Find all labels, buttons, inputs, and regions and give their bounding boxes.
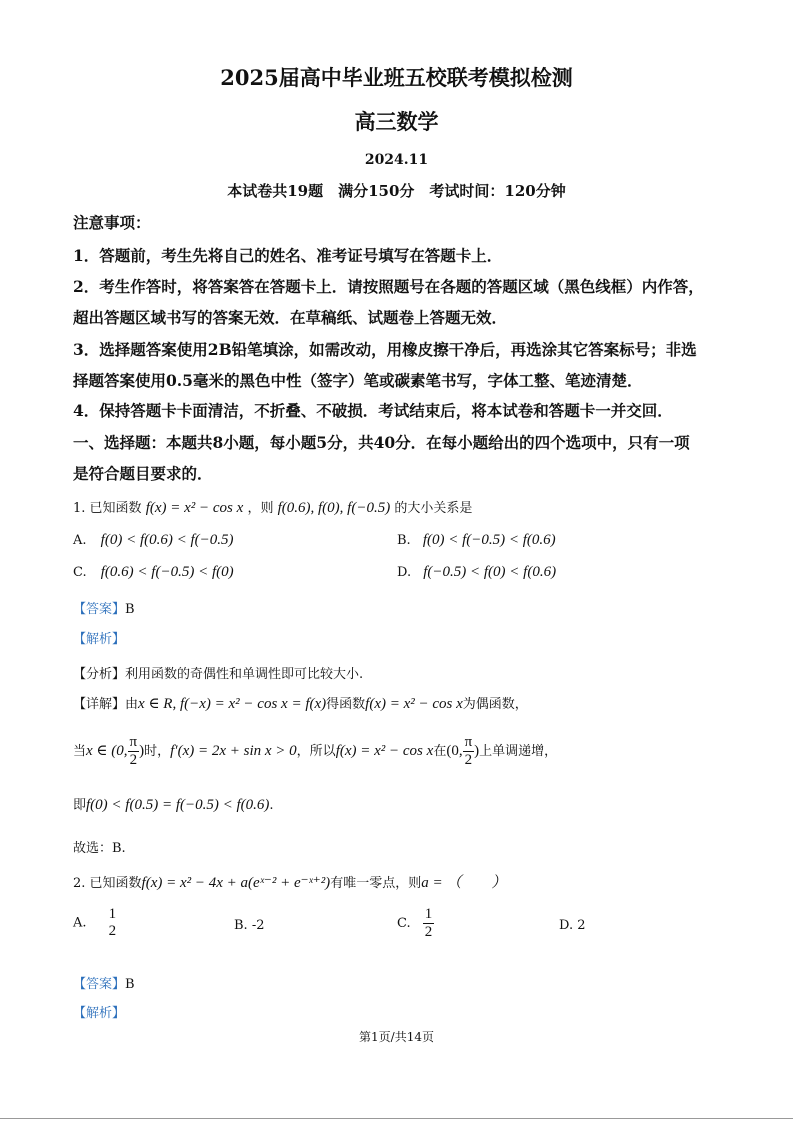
q1-suffix: 的大小关系是 — [394, 501, 473, 516]
subject-title: 高三数学 — [354, 109, 439, 134]
denominator: 2 — [424, 924, 433, 940]
denominator: 2 — [108, 923, 117, 939]
q1-conclusion: 故选：B. — [73, 841, 126, 856]
option-text: f(0.6) < f(−0.5) < f(0) — [100, 564, 234, 580]
q1-mid: ，则 — [247, 501, 274, 516]
q1-answer — [73, 598, 135, 617]
q1-detail-line-1 — [73, 693, 528, 713]
option-label: A. — [73, 533, 87, 548]
q2-suffix: 有唯一零点，则 — [330, 876, 422, 891]
option-label: D. — [397, 565, 412, 580]
q1-option-d — [397, 564, 556, 581]
text: 为偶函数， — [462, 697, 528, 712]
text: 上单调递增， — [479, 744, 558, 759]
denominator: 2 — [129, 752, 138, 768]
paren: ) — [139, 743, 145, 759]
text: 当 — [73, 744, 87, 759]
option-text: f(−0.5) < f(0) < f(0.6) — [423, 564, 557, 580]
answer-value: B — [125, 977, 135, 992]
q2-option-d: D. 2 — [559, 918, 586, 933]
exam-title: 2025届高中毕业班五校联考模拟检测 — [220, 65, 573, 90]
numerator: 1 — [424, 906, 433, 922]
fenxi-text: 利用函数的奇偶性和单调性即可比较大小. — [125, 667, 364, 682]
notice-item-4: 4．保持答题卡卡面清洁，不折叠、不破损．考试结束后，将本试卷和答题卡一并交回． — [73, 401, 673, 420]
page-footer: 第1页/共14页 — [359, 1030, 434, 1044]
answer-tag: 【答案】 — [73, 977, 126, 992]
option-fraction — [107, 906, 119, 940]
exam-info: 本试卷共19题 满分150分 考试时间：120分钟 — [227, 182, 566, 200]
math-expression: x ∈ R, f(−x) = x² − cos x = f(x) — [138, 696, 327, 712]
q2-variable: a = （ ） — [421, 875, 507, 891]
q2-analysis-tag: 【解析】 — [73, 1006, 126, 1021]
math-expression: f(0) < f(0.5) = f(−0.5) < f(0.6) — [86, 797, 270, 813]
option-fraction — [423, 906, 435, 941]
question-1-stem — [73, 497, 472, 517]
answer-tag: 【答案】 — [73, 602, 126, 617]
notice-heading: 注意事项： — [73, 213, 151, 232]
q1-option-c — [73, 564, 234, 581]
text: 得函数 — [326, 697, 366, 712]
q1-detail-line-2 — [73, 734, 557, 769]
page-bottom-rule — [0, 1118, 793, 1119]
q1-detail-line-3 — [73, 794, 274, 814]
q1-option-b — [397, 532, 556, 549]
q1-function: f(x) = x² − cos x — [145, 500, 244, 516]
numerator: 1 — [108, 906, 117, 922]
q1-values: f(0.6), f(0), f(−0.5) — [277, 500, 391, 516]
section-heading: 一、选择题：本题共8小题，每小题5分，共40分．在每小题给出的四个选项中，只有一项 — [73, 433, 690, 452]
notice-item-2: 2．考生作答时，将答案答在答题卡上．请按照题号在各题的答题区域（黑色线框）内作答， — [73, 277, 704, 296]
text: 即 — [73, 798, 87, 813]
q2-option-b: B. -2 — [234, 918, 265, 933]
text: . — [269, 798, 274, 813]
q2-function: f(x) = x² − 4x + a(eˣ⁻² + e⁻ˣ⁺²) — [141, 875, 331, 891]
notice-item-1: 1．答题前，考生先将自己的姓名、准考证号填写在答题卡上． — [73, 246, 503, 265]
math-expression: x ∈ (0, — [86, 743, 128, 759]
q2-answer — [73, 973, 135, 992]
notice-item-2-cont: 超出答题区域书写的答案无效．在草稿纸、试题卷上答题无效． — [73, 308, 508, 327]
q2-option-a — [73, 906, 118, 940]
option-label: C. — [73, 565, 87, 580]
q1-fenxi — [73, 663, 363, 682]
notice-item-3: 3．选择题答案使用2B铅笔填涂，如需改动，用橡皮擦干净后，再选涂其它答案标号；非选 — [73, 340, 697, 359]
fenxi-tag: 【分析】 — [73, 667, 126, 682]
question-2-stem — [73, 871, 506, 892]
answer-value: B — [125, 602, 135, 617]
math-expression: f(x) = x² − cos x — [335, 743, 434, 759]
numerator: π — [464, 734, 473, 750]
detail-tag: 【详解】 — [73, 697, 126, 712]
exam-date: 2024.11 — [364, 152, 429, 168]
text: ，所以 — [296, 744, 336, 759]
section-heading-cont: 是符合题目要求的． — [73, 464, 213, 483]
q1-analysis-tag: 【解析】 — [73, 632, 126, 647]
option-label: C. — [397, 916, 411, 931]
option-label: A. — [73, 915, 87, 931]
q2-prefix: 2. 已知函数 — [73, 876, 142, 891]
math-expression: f′(x) = 2x + sin x > 0 — [170, 743, 297, 759]
text: 时， — [144, 744, 171, 759]
interval-close: ) — [474, 743, 480, 759]
denominator: 2 — [464, 752, 473, 768]
option-label: B. — [397, 533, 411, 548]
option-text: f(0) < f(−0.5) < f(0.6) — [422, 532, 556, 548]
fraction-pi-over-2 — [463, 734, 475, 769]
text: 在 — [433, 744, 447, 759]
text: 由 — [125, 697, 139, 712]
numerator: π — [129, 734, 138, 750]
q1-option-a — [73, 532, 234, 549]
q1-prefix: 1. 已知函数 — [73, 501, 142, 516]
fraction-pi-over-2 — [128, 734, 140, 769]
math-expression: f(x) = x² − cos x — [365, 696, 463, 712]
option-text: f(0) < f(0.6) < f(−0.5) — [100, 532, 234, 548]
notice-item-3-cont: 择题答案使用0.5毫米的黑色中性（签字）笔或碳素笔书写，字体工整、笔迹清楚． — [73, 371, 643, 390]
q2-option-c — [397, 906, 434, 941]
interval-open: (0, — [446, 743, 463, 759]
